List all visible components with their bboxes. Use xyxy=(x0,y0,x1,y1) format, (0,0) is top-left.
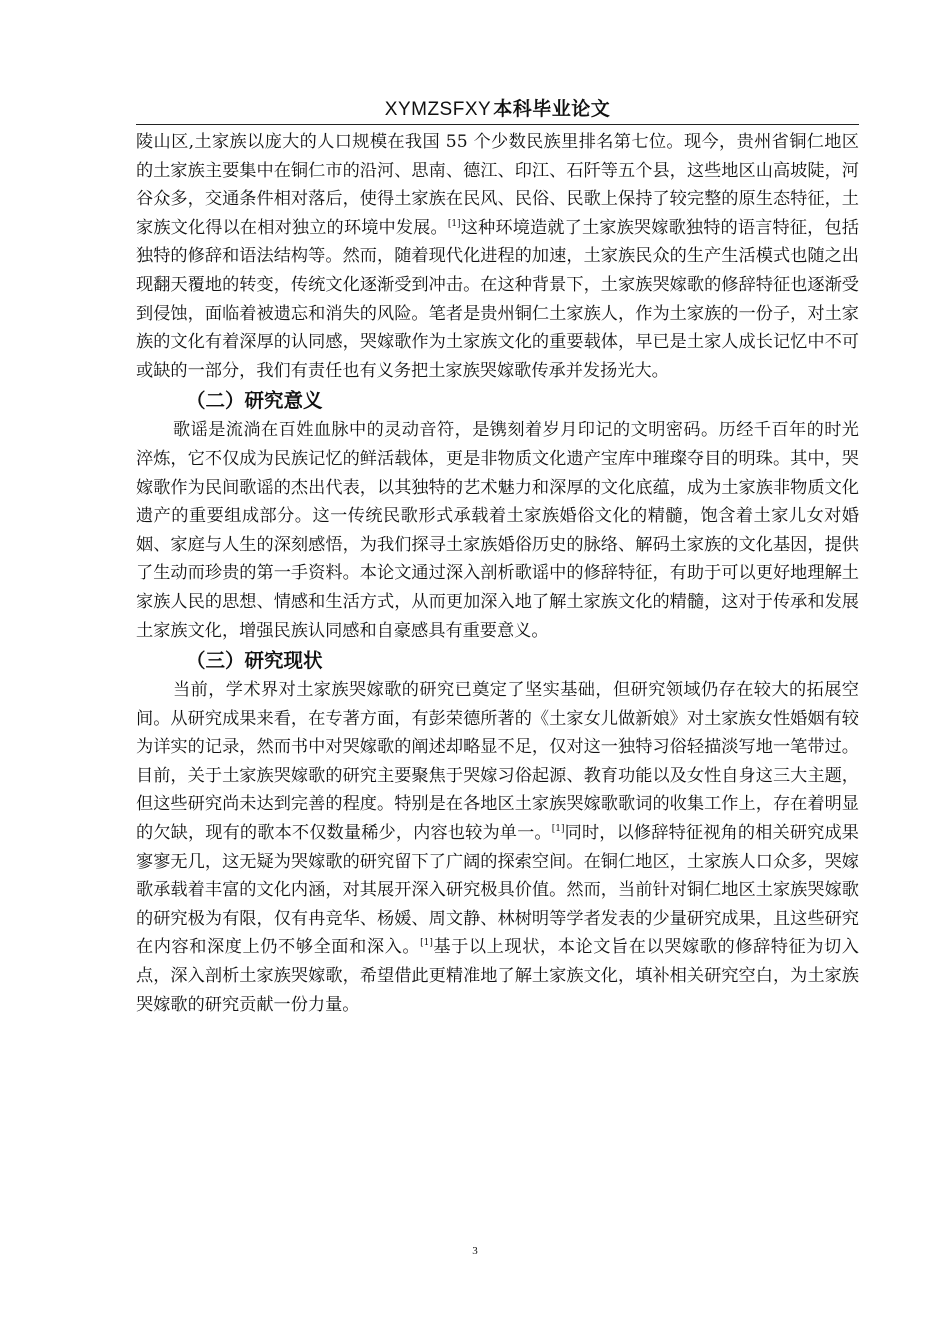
section-heading-status: （三）研究现状 xyxy=(186,649,323,673)
paragraph-text: 这种环境造就了土家族哭嫁歌独特的语言特征，包括独特的修辞和语法结构等。然而，随着现代化进程的加速，土家族民众的生产生活模式也随之出现翻天覆地的转变，传统文化逐渐受到冲击。在这种背景下，土家族哭嫁歌的修辞特征也逐渐受到侵蚀，面临着被遗忘和消失的风险。笔者是贵州铜仁土家族人，作为土家族的一份子，对土家族的文化有着深厚的认同感，哭嫁歌作为土家族文化的重要载体，早已是土家人成长记忆中不可或缺的一部分，我们有责任也有义务把土家族哭嫁歌传承并发扬光大。 xyxy=(136,217,859,381)
paragraph-text: 陵山区,土家族以庞大的人口规模在我国 55 个少数民族里排名第七位。现今，贵州省铜仁地区的土家族主要集中在铜仁市的沿河、思南、德江、印江、石阡等五个县，这些地区山高坡陡，河谷众多，交通条件相对落后，使得土家族在民风、民俗、民歌上保持了较完整的原生态特征，土家族文化得以在相对独立的环境中发展。 xyxy=(136,132,859,238)
paragraph-text: 当前，学术界对土家族哭嫁歌的研究已奠定了坚实基础，但研究领域仍存在较大的拓展空间。从研究成果来看，在专著方面，有彭荣德所著的《土家女儿做新娘》对土家族女性婚姻有较为详实的记录，然而书中对哭嫁歌的阐述却略显不足，仅对这一独特习俗轻描淡写地一笔带过。目前，关于土家族哭嫁歌的研究主要聚焦于哭嫁习俗起源、教育功能以及女性自身这三大主题，但这些研究尚未达到完善的程度。特别是在各地区土家族哭嫁歌歌词的收集工作上，存在着明显的欠缺，现有的歌本不仅数量稀少，内容也较为单一。 xyxy=(136,680,859,844)
paragraph-continued xyxy=(136,128,859,385)
header-divider xyxy=(136,124,859,125)
paragraph-text: 同时，以修辞特征视角的相关研究成果寥寥无几，这无疑为哭嫁歌的研究留下了广阔的探索空间。在铜仁地区，土家族人口众多，哭嫁歌承载着丰富的文化内涵，对其展开深入研究极具价值。然而，当前针对铜仁地区土家族哭嫁歌的研究极为有限，仅有冉竞华、杨媛、周文静、林树明等学者发表的少量研究成果，且这些研究在内容和深度上仍不够全面和深入。 xyxy=(136,823,859,958)
paragraph-status xyxy=(136,676,859,1019)
citation-ref: [1] xyxy=(551,824,565,835)
section-heading-significance: （二）研究意义 xyxy=(186,389,323,413)
body-text xyxy=(136,128,859,1019)
paragraph-text: 基于以上现状，本论文旨在以哭嫁歌的修辞特征为切入点，深入剖析土家族哭嫁歌，希望借此更精准地了解土家族文化，填补相关研究空白，为土家族哭嫁歌的研究贡献一份力量。 xyxy=(136,937,859,1015)
citation-ref: [1] xyxy=(447,218,461,229)
page-number: 3 xyxy=(472,1245,478,1257)
header-title: 本科毕业论文 xyxy=(493,98,611,120)
citation-ref: [1] xyxy=(420,938,433,949)
header-code: XYMZSFXY xyxy=(384,99,492,120)
paragraph-significance: 歌谣是流淌在百姓血脉中的灵动音符，是镌刻着岁月印记的文明密码。历经千百年的时光淬炼，它不仅成为民族记忆的鲜活载体，更是非物质文化遗产宝库中璀璨夺目的明珠。其中，哭嫁歌作为民间歌谣的杰出代表，以其独特的艺术魅力和深厚的文化底蕴，成为土家族非物质文化遗产的重要组成部分。这一传统民歌形式承载着土家族婚俗文化的精髓，饱含着土家儿女对婚姻、家庭与人生的深刻感悟，为我们探寻土家族婚俗历史的脉络、解码土家族的文化基因，提供了生动而珍贵的第一手资料。本论文通过深入剖析歌谣中的修辞特征，有助于可以更好地理解土家族人民的思想、情感和生活方式，从而更加深入地了解土家族文化的精髓，这对于传承和发展土家族文化，增强民族认同感和自豪感具有重要意义。 xyxy=(136,420,859,641)
